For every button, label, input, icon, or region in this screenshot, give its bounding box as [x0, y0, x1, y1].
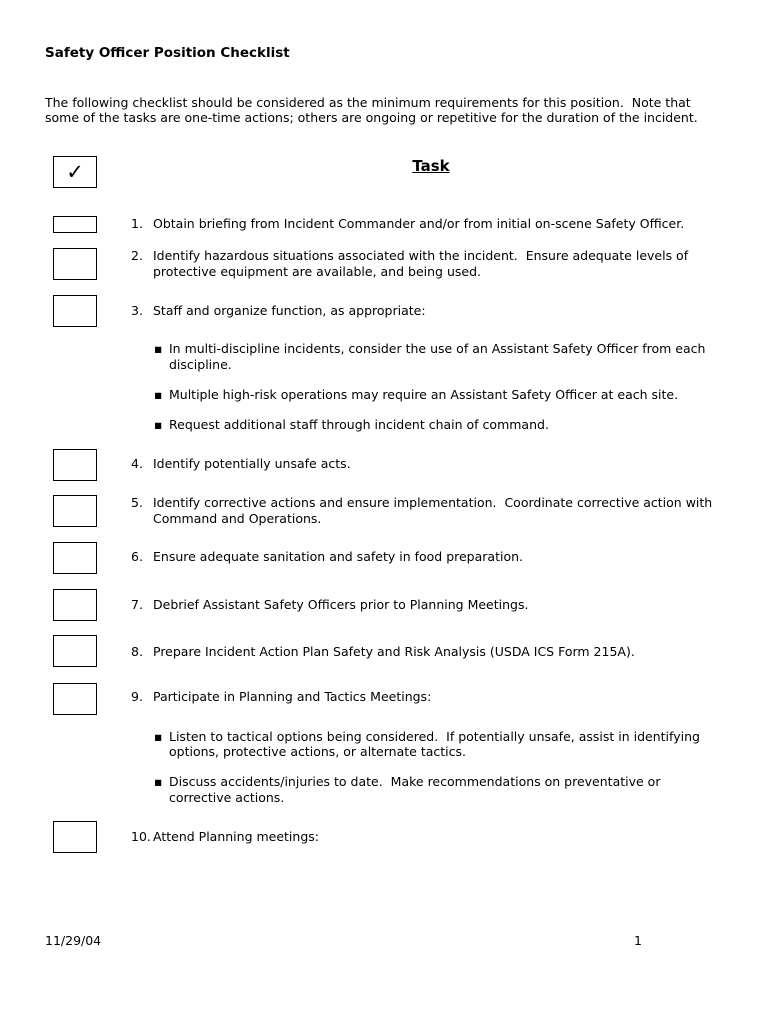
bullet-marker: ▪ — [154, 387, 163, 402]
bullet-marker: ▪ — [154, 729, 163, 744]
item-text-line: Obtain briefing from Incident Commander and/or from initial on-scene Safety Officer. — [153, 216, 685, 231]
item-text-line: Staff and organize function, as appropriate: — [153, 303, 426, 318]
checkmark-icon: ✓ — [66, 159, 84, 184]
item-text-line: Ensure adequate sanitation and safety in food preparation. — [153, 549, 523, 564]
item-text-line: Prepare Incident Action Plan Safety and Risk Analysis (USDA ICS Form 215A). — [153, 644, 635, 659]
item-number: 1. — [131, 216, 143, 231]
item-checkbox — [53, 295, 97, 327]
bullet-text-line: Listen to tactical options being considered. If potentially unsafe, assist in identifying — [169, 729, 700, 744]
item-number: 9. — [131, 689, 143, 704]
item-checkbox — [53, 542, 97, 574]
bullet-text-line: options, protective actions, or alternate tactics. — [169, 744, 466, 759]
bullet-marker: ▪ — [154, 774, 163, 789]
bullet-text-line: corrective actions. — [169, 790, 285, 805]
item-text-line: protective equipment are available, and being used. — [153, 264, 481, 279]
item-number: 6. — [131, 549, 143, 564]
item-text-line: Identify potentially unsafe acts. — [153, 456, 351, 471]
item-checkbox — [53, 683, 97, 715]
bullet-text-line: Multiple high-risk operations may require an Assistant Safety Officer at each site. — [169, 387, 679, 402]
item-text-line: Debrief Assistant Safety Officers prior to Planning Meetings. — [153, 597, 529, 612]
intro-text-line: some of the tasks are one-time actions; others are ongoing or repetitive for the duration of the incident. — [45, 110, 698, 125]
item-checkbox — [53, 248, 97, 280]
bullet-text-line: discipline. — [169, 357, 232, 372]
item-number: 5. — [131, 495, 143, 510]
item-text-line: Attend Planning meetings: — [153, 829, 319, 844]
footer-date: 11/29/04 — [45, 933, 102, 948]
bullet-marker: ▪ — [154, 417, 163, 432]
item-checkbox — [53, 449, 97, 481]
bullet-text-line: In multi-discipline incidents, consider the use of an Assistant Safety Officer from each — [169, 341, 706, 356]
bullet-marker: ▪ — [154, 341, 163, 356]
page-title: Safety Officer Position Checklist — [45, 45, 290, 61]
item-text-line: Participate in Planning and Tactics Meetings: — [153, 689, 432, 704]
item-checkbox — [53, 821, 97, 853]
page-number: 1 — [634, 933, 642, 948]
task-column-heading: Task — [412, 157, 450, 175]
item-text-line: Identify hazardous situations associated with the incident. Ensure adequate levels of — [153, 248, 689, 263]
item-number: 4. — [131, 456, 143, 471]
item-checkbox — [53, 635, 97, 667]
header-checkbox — [53, 156, 97, 188]
item-number: 7. — [131, 597, 143, 612]
bullet-text-line: Request additional staff through incident chain of command. — [169, 417, 549, 432]
item-number: 3. — [131, 303, 143, 318]
item-checkbox — [53, 216, 97, 233]
item-number: 10. — [131, 829, 151, 844]
item-checkbox — [53, 495, 97, 527]
item-text-line: Identify corrective actions and ensure implementation. Coordinate corrective action with — [153, 495, 713, 510]
item-number: 2. — [131, 248, 143, 263]
item-checkbox — [53, 589, 97, 621]
intro-text-line: The following checklist should be considered as the minimum requirements for this position. Note that — [45, 95, 691, 110]
bullet-text-line: Discuss accidents/injuries to date. Make recommendations on preventative or — [169, 774, 661, 789]
item-text-line: Command and Operations. — [153, 511, 322, 526]
item-number: 8. — [131, 644, 143, 659]
